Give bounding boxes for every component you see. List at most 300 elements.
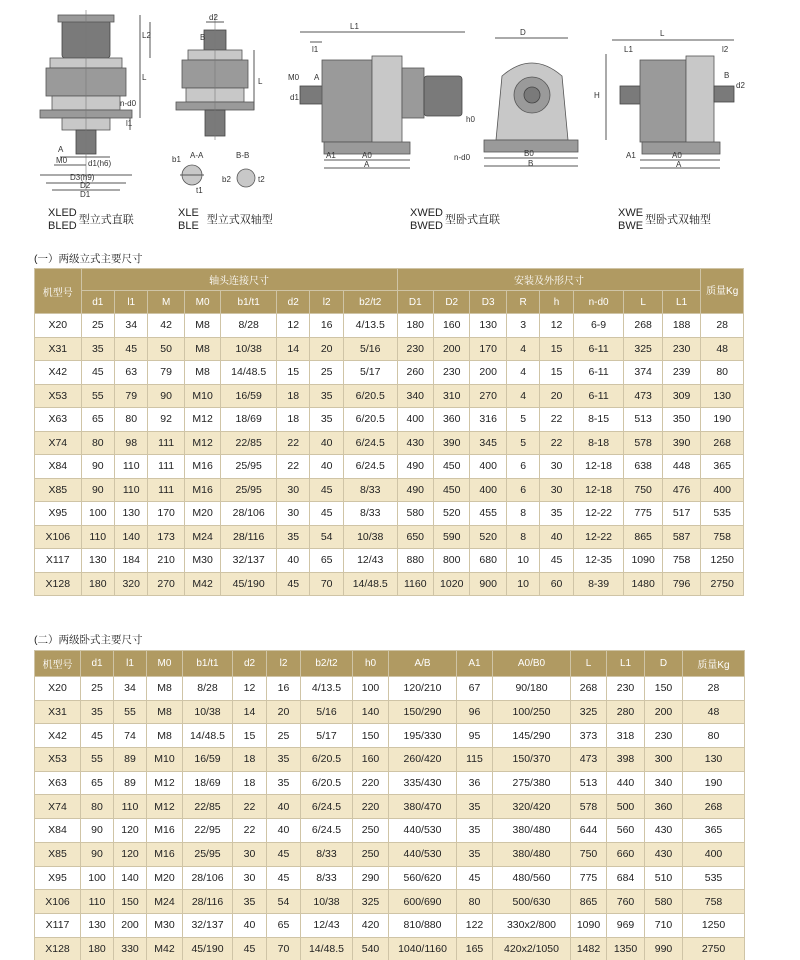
table-cell: 10 bbox=[506, 572, 539, 596]
table-cell: 42 bbox=[148, 314, 184, 338]
table-row bbox=[35, 361, 744, 385]
table-cell: 100 bbox=[353, 677, 389, 701]
table-cell: 190 bbox=[701, 408, 744, 432]
table-cell: 28/106 bbox=[221, 502, 277, 526]
label-M0: M0 bbox=[56, 156, 68, 165]
label-d1-3: d1 bbox=[290, 93, 299, 102]
table-cell: 360 bbox=[645, 795, 683, 819]
table-cell: 200 bbox=[434, 337, 470, 361]
table-cell: 120 bbox=[114, 842, 147, 866]
table-cell: 25 bbox=[267, 724, 301, 748]
table-cell: 89 bbox=[114, 748, 147, 772]
table-cell: 6/20.5 bbox=[343, 384, 397, 408]
table-cell: 200 bbox=[645, 700, 683, 724]
table-row bbox=[35, 866, 745, 890]
drawing-horizontal-direct bbox=[288, 22, 578, 169]
table-cell: 36 bbox=[457, 771, 493, 795]
table-cell: 40 bbox=[267, 819, 301, 843]
table-cell: 5/16 bbox=[343, 337, 397, 361]
table-cell: 4 bbox=[506, 337, 539, 361]
table-cell: M16 bbox=[184, 455, 220, 479]
table-cell: 32/137 bbox=[221, 549, 277, 573]
table-cell: M8 bbox=[184, 337, 220, 361]
table-cell: 80 bbox=[81, 795, 114, 819]
table-cell: 520 bbox=[434, 502, 470, 526]
column-header: R bbox=[506, 291, 539, 314]
table-cell: 14 bbox=[277, 337, 310, 361]
table-cell: 268 bbox=[701, 431, 744, 455]
table-cell: 12-22 bbox=[573, 502, 624, 526]
label-d2: d2 bbox=[209, 13, 218, 22]
table2-header-row bbox=[35, 651, 745, 677]
table-cell: M20 bbox=[184, 502, 220, 526]
table-cell: 12-22 bbox=[573, 525, 624, 549]
table-cell: 28 bbox=[701, 314, 744, 338]
column-header: d2 bbox=[277, 291, 310, 314]
table-cell: 6 bbox=[506, 455, 539, 479]
table-cell: 440/530 bbox=[389, 842, 457, 866]
table-cell: 111 bbox=[148, 478, 184, 502]
table-cell: 45 bbox=[277, 572, 310, 596]
table-cell: 1160 bbox=[397, 572, 433, 596]
label-A1-3: A1 bbox=[326, 151, 336, 160]
table-cell: 320/420 bbox=[493, 795, 571, 819]
caption-code-2: BLE bbox=[178, 220, 199, 232]
table-cell: 18 bbox=[233, 748, 267, 772]
table-cell: 880 bbox=[397, 549, 433, 573]
table-cell: 6/20.5 bbox=[301, 771, 353, 795]
table-cell: 35 bbox=[267, 771, 301, 795]
table-cell: 40 bbox=[277, 549, 310, 573]
table-cell: 35 bbox=[540, 502, 573, 526]
label-A0-4: A0 bbox=[672, 151, 682, 160]
caption-code-2: BWED bbox=[410, 220, 443, 232]
caption-code-2: BLED bbox=[48, 220, 77, 232]
label-A1-4: A1 bbox=[626, 151, 636, 160]
table-cell: 130 bbox=[470, 314, 506, 338]
table-cell: 260/420 bbox=[389, 748, 457, 772]
table-cell: 8-18 bbox=[573, 431, 624, 455]
table-cell: 380/480 bbox=[493, 819, 571, 843]
table-cell: 476 bbox=[662, 478, 700, 502]
table-cell: 268 bbox=[624, 314, 662, 338]
table-cell: 6/24.5 bbox=[301, 795, 353, 819]
table-cell: 260 bbox=[397, 361, 433, 385]
table-cell: 190 bbox=[683, 771, 745, 795]
table-cell: 400 bbox=[683, 842, 745, 866]
table-cell: 55 bbox=[81, 748, 114, 772]
table-cell: 45 bbox=[81, 724, 114, 748]
table-cell: 14/48.5 bbox=[343, 572, 397, 596]
table-cell: 380/480 bbox=[493, 842, 571, 866]
table-cell: 8/28 bbox=[183, 677, 233, 701]
caption-code-2: BWE bbox=[618, 220, 644, 232]
label-AA: A-A bbox=[190, 151, 204, 160]
table-row bbox=[35, 700, 745, 724]
table-cell: X42 bbox=[35, 361, 82, 385]
table-cell: 130 bbox=[701, 384, 744, 408]
table-cell: M12 bbox=[147, 795, 183, 819]
table-cell: 12 bbox=[540, 314, 573, 338]
table-cell: 500 bbox=[607, 795, 645, 819]
vertical-dimensions-table bbox=[34, 268, 744, 596]
caption-xwe bbox=[618, 207, 711, 233]
table-cell: 10/38 bbox=[221, 337, 277, 361]
column-header: D3 bbox=[470, 291, 506, 314]
table-cell: 28 bbox=[683, 677, 745, 701]
label-L2: L2 bbox=[142, 31, 151, 40]
table-cell: 160 bbox=[434, 314, 470, 338]
table-cell: 45/190 bbox=[183, 937, 233, 960]
table-cell: 10/38 bbox=[183, 700, 233, 724]
table-cell: 230 bbox=[645, 724, 683, 748]
column-header: L bbox=[624, 291, 662, 314]
table-cell: 325 bbox=[353, 890, 389, 914]
table-cell: X63 bbox=[35, 408, 82, 432]
table-row bbox=[35, 937, 745, 960]
column-header: A1 bbox=[457, 651, 493, 677]
table-cell: 65 bbox=[81, 408, 114, 432]
table-cell: 6-11 bbox=[573, 361, 624, 385]
table-cell: 3 bbox=[506, 314, 539, 338]
table-cell: 80 bbox=[683, 724, 745, 748]
table-cell: 18 bbox=[233, 771, 267, 795]
table-cell: 130 bbox=[115, 502, 148, 526]
table-cell: 535 bbox=[701, 502, 744, 526]
label-l2-4: l2 bbox=[722, 45, 729, 54]
table-cell: 6/20.5 bbox=[301, 748, 353, 772]
table-cell: 25/95 bbox=[183, 842, 233, 866]
table-cell: 110 bbox=[115, 455, 148, 479]
table-cell: M24 bbox=[184, 525, 220, 549]
table-cell: 80 bbox=[457, 890, 493, 914]
table-cell: 270 bbox=[470, 384, 506, 408]
table-cell: 22 bbox=[233, 795, 267, 819]
table-cell: 35 bbox=[310, 408, 343, 432]
table-cell: 110 bbox=[81, 890, 114, 914]
table-cell: 90/180 bbox=[493, 677, 571, 701]
table-cell: 6/24.5 bbox=[301, 819, 353, 843]
table-cell: 365 bbox=[683, 819, 745, 843]
table-cell: 517 bbox=[662, 502, 700, 526]
table-cell: M8 bbox=[184, 361, 220, 385]
table-cell: 130 bbox=[81, 549, 114, 573]
table-cell: 8 bbox=[506, 502, 539, 526]
table-cell: 22/85 bbox=[183, 795, 233, 819]
table-cell: 145/290 bbox=[493, 724, 571, 748]
table-cell: 10 bbox=[506, 549, 539, 573]
table2-body bbox=[35, 677, 745, 960]
table-cell: 400 bbox=[397, 408, 433, 432]
table-cell: 30 bbox=[233, 866, 267, 890]
table-cell: 865 bbox=[571, 890, 607, 914]
column-header: b1/t1 bbox=[183, 651, 233, 677]
table-cell: 18 bbox=[277, 408, 310, 432]
table-cell: 25/95 bbox=[221, 455, 277, 479]
table-row bbox=[35, 913, 745, 937]
label-BB: B-B bbox=[236, 151, 250, 160]
table-cell: 4 bbox=[506, 361, 539, 385]
table-cell: 5/17 bbox=[343, 361, 397, 385]
column-header: A/B bbox=[389, 651, 457, 677]
label-l1-3: l1 bbox=[312, 45, 319, 54]
table-cell: 473 bbox=[571, 748, 607, 772]
table-cell: 6-9 bbox=[573, 314, 624, 338]
table-cell: 15 bbox=[277, 361, 310, 385]
table-cell: 340 bbox=[645, 771, 683, 795]
table-cell: X20 bbox=[35, 677, 81, 701]
table-cell: 100 bbox=[81, 866, 114, 890]
table-cell: 92 bbox=[148, 408, 184, 432]
table-cell: 170 bbox=[148, 502, 184, 526]
table-cell: 374 bbox=[624, 361, 662, 385]
table-cell: 188 bbox=[662, 314, 700, 338]
table-cell: 750 bbox=[571, 842, 607, 866]
table-cell: M24 bbox=[147, 890, 183, 914]
table-cell: X84 bbox=[35, 455, 82, 479]
table-cell: 100 bbox=[81, 502, 114, 526]
table-cell: 12-18 bbox=[573, 455, 624, 479]
table-cell: 80 bbox=[701, 361, 744, 385]
table-cell: 34 bbox=[114, 677, 147, 701]
label-A0-3: A0 bbox=[362, 151, 372, 160]
table-cell: 990 bbox=[645, 937, 683, 960]
table-cell: 520 bbox=[470, 525, 506, 549]
label-H-4: H bbox=[594, 91, 600, 100]
table-cell: 365 bbox=[701, 455, 744, 479]
table-cell: 578 bbox=[571, 795, 607, 819]
table-cell: 578 bbox=[624, 431, 662, 455]
label-L-2: L bbox=[258, 77, 263, 86]
table-cell: 8/33 bbox=[301, 866, 353, 890]
table-cell: 150/370 bbox=[493, 748, 571, 772]
column-header: A0/B0 bbox=[493, 651, 571, 677]
table-cell: 130 bbox=[683, 748, 745, 772]
table-cell: 200 bbox=[470, 361, 506, 385]
table-cell: 40 bbox=[310, 455, 343, 479]
subheader-row bbox=[35, 291, 744, 314]
table-cell: 900 bbox=[470, 572, 506, 596]
table-cell: 70 bbox=[310, 572, 343, 596]
table-cell: 280 bbox=[607, 700, 645, 724]
table-cell: 290 bbox=[353, 866, 389, 890]
table-cell: 440/530 bbox=[389, 819, 457, 843]
table-cell: 35 bbox=[457, 842, 493, 866]
table-cell: 25/95 bbox=[221, 478, 277, 502]
column-header: M bbox=[148, 291, 184, 314]
table-cell: 1090 bbox=[624, 549, 662, 573]
table-cell: 96 bbox=[457, 700, 493, 724]
table-cell: M12 bbox=[184, 408, 220, 432]
table-cell: 40 bbox=[310, 431, 343, 455]
table-cell: 865 bbox=[624, 525, 662, 549]
table-row bbox=[35, 525, 744, 549]
label-d2-4: d2 bbox=[736, 81, 745, 90]
table-cell: 2750 bbox=[701, 572, 744, 596]
table-cell: 6-11 bbox=[573, 384, 624, 408]
label-D3: D3(h9) bbox=[70, 173, 95, 182]
table-cell: 65 bbox=[267, 913, 301, 937]
table-row bbox=[35, 795, 745, 819]
table-cell: X63 bbox=[35, 771, 81, 795]
table-row bbox=[35, 455, 744, 479]
table-cell: 6/20.5 bbox=[343, 408, 397, 432]
table-cell: 80 bbox=[115, 408, 148, 432]
table-row bbox=[35, 502, 744, 526]
drawing-vertical-direct bbox=[40, 10, 151, 199]
table-cell: 600/690 bbox=[389, 890, 457, 914]
table-cell: 90 bbox=[81, 819, 114, 843]
table-cell: 455 bbox=[470, 502, 506, 526]
table-cell: 12-35 bbox=[573, 549, 624, 573]
table-cell: 430 bbox=[645, 819, 683, 843]
table-cell: M8 bbox=[147, 677, 183, 701]
table-cell: M42 bbox=[184, 572, 220, 596]
table-cell: 30 bbox=[540, 478, 573, 502]
table-cell: 80 bbox=[81, 431, 114, 455]
table-cell: 390 bbox=[662, 431, 700, 455]
table-cell: M8 bbox=[147, 700, 183, 724]
table-cell: 95 bbox=[457, 724, 493, 748]
table-cell: 35 bbox=[457, 819, 493, 843]
table-cell: 150 bbox=[353, 724, 389, 748]
table-cell: 98 bbox=[115, 431, 148, 455]
table-cell: 70 bbox=[267, 937, 301, 960]
label-D-3: D bbox=[520, 28, 526, 37]
table-row bbox=[35, 572, 744, 596]
table-cell: 268 bbox=[683, 795, 745, 819]
label-A-1: A bbox=[58, 145, 64, 154]
table-cell: X53 bbox=[35, 384, 82, 408]
table-cell: 90 bbox=[81, 842, 114, 866]
table-cell: 35 bbox=[310, 384, 343, 408]
column-header: D bbox=[645, 651, 683, 677]
table-cell: 380/470 bbox=[389, 795, 457, 819]
table-cell: 89 bbox=[114, 771, 147, 795]
table-row bbox=[35, 431, 744, 455]
table-cell: 115 bbox=[457, 748, 493, 772]
table-cell: 230 bbox=[662, 337, 700, 361]
table-cell: 450 bbox=[434, 478, 470, 502]
table-cell: 90 bbox=[148, 384, 184, 408]
table-cell: 239 bbox=[662, 361, 700, 385]
table-cell: 325 bbox=[571, 700, 607, 724]
column-header: l1 bbox=[114, 651, 147, 677]
table-cell: 6-11 bbox=[573, 337, 624, 361]
table-cell: X95 bbox=[35, 502, 82, 526]
column-header: n-d0 bbox=[573, 291, 624, 314]
table-row bbox=[35, 771, 745, 795]
table-cell: 758 bbox=[701, 525, 744, 549]
label-B-4: B bbox=[724, 71, 730, 80]
table-cell: 30 bbox=[277, 478, 310, 502]
table-cell: 15 bbox=[540, 337, 573, 361]
table-cell: 14/48.5 bbox=[221, 361, 277, 385]
table-cell: 4 bbox=[506, 384, 539, 408]
table-cell: 45/190 bbox=[221, 572, 277, 596]
table-cell: 45 bbox=[310, 502, 343, 526]
table-cell: 230 bbox=[607, 677, 645, 701]
table-cell: 1480 bbox=[624, 572, 662, 596]
column-header: l2 bbox=[310, 291, 343, 314]
table-row bbox=[35, 549, 744, 573]
table-cell: 12/43 bbox=[343, 549, 397, 573]
table-cell: 30 bbox=[233, 842, 267, 866]
table-cell: 110 bbox=[115, 478, 148, 502]
header-mass: 质量Kg bbox=[701, 269, 744, 314]
table-cell: 535 bbox=[683, 866, 745, 890]
table-cell: 165 bbox=[457, 937, 493, 960]
table-cell: 309 bbox=[662, 384, 700, 408]
table-cell: 15 bbox=[233, 724, 267, 748]
table-cell: 4/13.5 bbox=[343, 314, 397, 338]
table-row bbox=[35, 724, 745, 748]
table-cell: 140 bbox=[353, 700, 389, 724]
table-row bbox=[35, 819, 745, 843]
table-cell: 580 bbox=[645, 890, 683, 914]
table-cell: 345 bbox=[470, 431, 506, 455]
table-cell: 48 bbox=[701, 337, 744, 361]
table-cell: 50 bbox=[148, 337, 184, 361]
table-cell: 8 bbox=[506, 525, 539, 549]
table-cell: 758 bbox=[662, 549, 700, 573]
table-cell: 130 bbox=[81, 913, 114, 937]
table-cell: 6/24.5 bbox=[343, 455, 397, 479]
column-header: b2/t2 bbox=[301, 651, 353, 677]
table-cell: 650 bbox=[397, 525, 433, 549]
table-cell: M16 bbox=[147, 842, 183, 866]
column-header: 机型号 bbox=[35, 651, 81, 677]
table-cell: 230 bbox=[397, 337, 433, 361]
table-cell: 48 bbox=[683, 700, 745, 724]
table-cell: X84 bbox=[35, 819, 81, 843]
column-header: L1 bbox=[607, 651, 645, 677]
table-cell: X117 bbox=[35, 913, 81, 937]
table-cell: X85 bbox=[35, 842, 81, 866]
table-cell: 150/290 bbox=[389, 700, 457, 724]
table-cell: 250 bbox=[353, 819, 389, 843]
table-cell: 400 bbox=[701, 478, 744, 502]
table-cell: X20 bbox=[35, 314, 82, 338]
table-cell: 90 bbox=[81, 478, 114, 502]
table-cell: 320 bbox=[115, 572, 148, 596]
table-cell: 34 bbox=[115, 314, 148, 338]
table1-body bbox=[35, 314, 744, 596]
table-cell: 210 bbox=[148, 549, 184, 573]
table-cell: 335/430 bbox=[389, 771, 457, 795]
table-cell: M42 bbox=[147, 937, 183, 960]
table-cell: 10/38 bbox=[343, 525, 397, 549]
table-cell: X106 bbox=[35, 525, 82, 549]
column-header: b2/t2 bbox=[343, 291, 397, 314]
table2-title: (二）两级卧式主要尺寸 bbox=[34, 634, 143, 646]
table-cell: X95 bbox=[35, 866, 81, 890]
table-cell: 580 bbox=[397, 502, 433, 526]
table-row bbox=[35, 314, 744, 338]
table-cell: X74 bbox=[35, 795, 81, 819]
table-cell: 35 bbox=[277, 525, 310, 549]
table-cell: 800 bbox=[434, 549, 470, 573]
table-cell: 45 bbox=[267, 866, 301, 890]
header-group-shaft: 轴头连接尺寸 bbox=[81, 269, 397, 291]
table-cell: 184 bbox=[115, 549, 148, 573]
label-b2: b2 bbox=[222, 175, 231, 184]
table-cell: 275/380 bbox=[493, 771, 571, 795]
table-cell: 560/620 bbox=[389, 866, 457, 890]
table-cell: 300 bbox=[645, 748, 683, 772]
table-cell: 54 bbox=[310, 525, 343, 549]
table-cell: 16 bbox=[310, 314, 343, 338]
